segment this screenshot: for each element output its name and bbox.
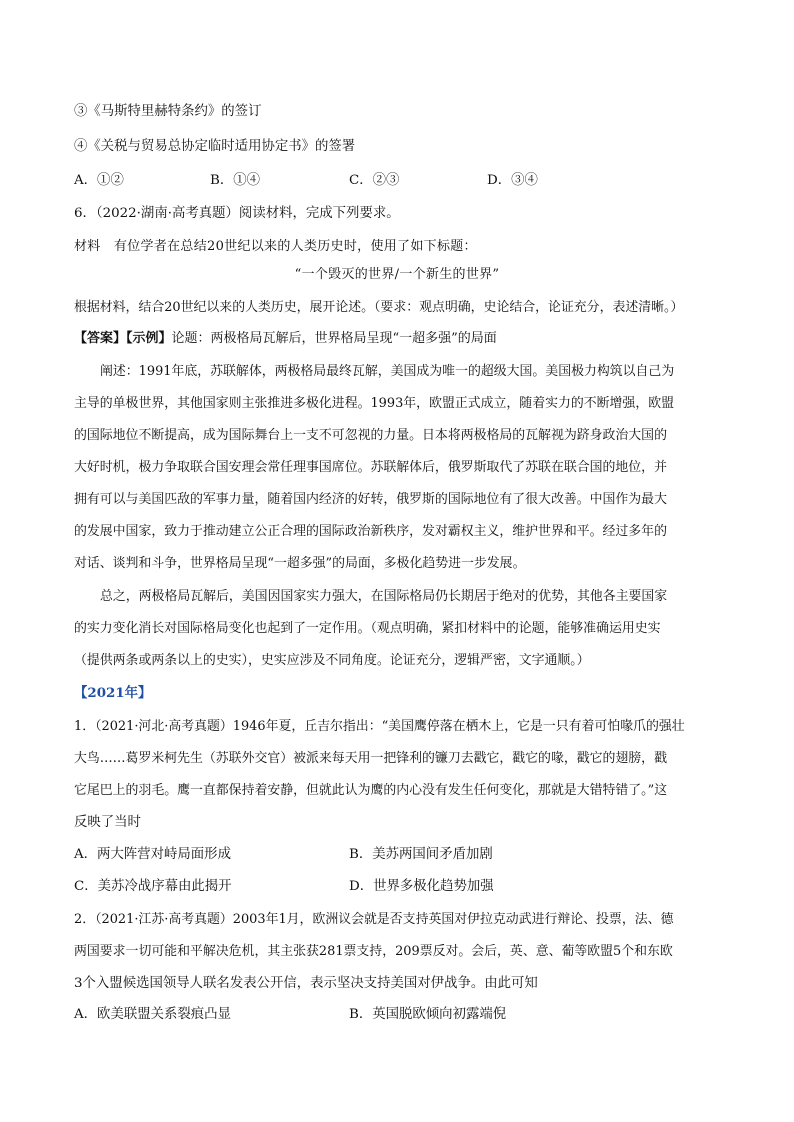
q1-line: 1．（2021·河北·高考真题）1946年夏，丘吉尔指出：“美国鹰停落在栖木上，它是一只有着可怕喙爪的强壮 [74,719,685,734]
para1-line: 的国际地位不断提高，成为国际舞台上一支不可忽视的力量。日本将两极格局的瓦解视为跻身政治大国的 [74,428,667,443]
q6-requirement: 根据材料，结合20世纪以来的人类历史，展开论述。（要求：观点明确，史论结合，论证充分，表述清晰。） [74,300,684,315]
item-3: ③《马斯特里赫特条约》的签订 [74,104,262,119]
answer-tag: 【答案】【示例】 [74,331,172,346]
para1-line: 的发展中国家，致力于推动建立公正合理的国际政治新秩序，发对霸权主义，维护世界和平。经过多年的 [74,524,667,539]
q6-material: 材料 有位学者在总结20世纪以来的人类历史时，使用了如下标题： [74,239,477,254]
option-b[interactable]: B．①④ [210,173,261,188]
section-heading-2021: 【2021年】 [74,685,152,701]
para2-line: （提供两条或两条以上的史实），史实应涉及不同角度。论证充分，逻辑严密，文字通顺。） [74,653,590,668]
option-a[interactable]: A．欧美联盟关系裂痕凸显 [74,1007,231,1022]
option-a[interactable]: A．①② [74,173,124,188]
q2-line: 2．（2021·江苏·高考真题）2003年1月，欧洲议会就是否支持英国对伊拉克动武进行辩论、投票，法、德 [74,912,674,927]
para2-line: 总之，两极格局瓦解后，美国因国家实力强大，在国际格局仍长期居于绝对的优势，其他各主要国家 [100,589,668,604]
q1-line: 反映了当时 [74,815,141,830]
q6-answer-line [74,327,497,346]
para2-line: 的实力变化消长对国际格局变化也起到了一定作用。（观点明确，紧扣材料中的论题，能够准确运用史实 [74,621,661,636]
option-d[interactable]: D．③④ [487,173,538,188]
q6-stem: 6．（2022·湖南·高考真题）阅读材料，完成下列要求。 [74,206,400,221]
para1-line: 主导的单极世界，其他国家则主张推进多极化进程。1993年，欧盟正式成立，随着实力的不断增强，欧盟 [74,396,674,411]
q2-line: 两国要求一切可能和平解决危机，其主张获281票支持，209票反对。会后，英、意、葡等欧盟5个和东欧 [74,944,673,959]
item-4: ④《关税与贸易总协定临时适用协定书》的签署 [74,139,356,154]
option-b[interactable]: B．英国脱欧倾向初露端倪 [349,1007,507,1022]
para1-line: 阐述：1991年底，苏联解体，两极格局最终瓦解，美国成为唯一的超级大国。美国极力构筑以自己为 [100,364,675,379]
option-b[interactable]: B．美苏两国间矛盾加剧 [349,847,493,862]
option-c[interactable]: C．②③ [349,173,400,188]
q1-line: 它尾巴上的羽毛。鹰一直都保持着安静，但就此认为鹰的内心没有发生任何变化，那就是大错特错了。”这 [74,783,668,798]
option-c[interactable]: C．美苏冷战序幕由此揭开 [74,879,232,894]
q6-quote: “一个毁灭的世界/一个新生的世界” [294,267,500,282]
q2-line: 3个入盟候选国领导人联名发表公开信，表示坚决支持美国对伊战争。由此可知 [74,976,538,991]
option-a[interactable]: A．两大阵营对峙局面形成 [74,847,231,862]
para1-line: 对话、谈判和斗争，世界格局呈现“一超多强”的局面，多极化趋势进一步发展。 [74,556,526,571]
para1-line: 拥有可以与美国匹敌的军事力量，随着国内经济的好转，俄罗斯的国际地位有了很大改善。中国作为最大 [74,492,667,507]
answer-thesis: 论题：两极格局瓦解后，世界格局呈现“一超多强”的局面 [171,331,497,346]
option-d[interactable]: D．世界多极化趋势加强 [349,879,494,894]
para1-line: 大好时机，极力争取联合国安理会常任理事国席位。苏联解体后，俄罗斯取代了苏联在联合国的地位，并 [74,460,667,475]
q1-line: 大鸟……葛罗米柯先生（苏联外交官）被派来每天用一把锋利的镰刀去戳它，戳它的喙，戳它的翅膀，戳 [74,751,667,766]
